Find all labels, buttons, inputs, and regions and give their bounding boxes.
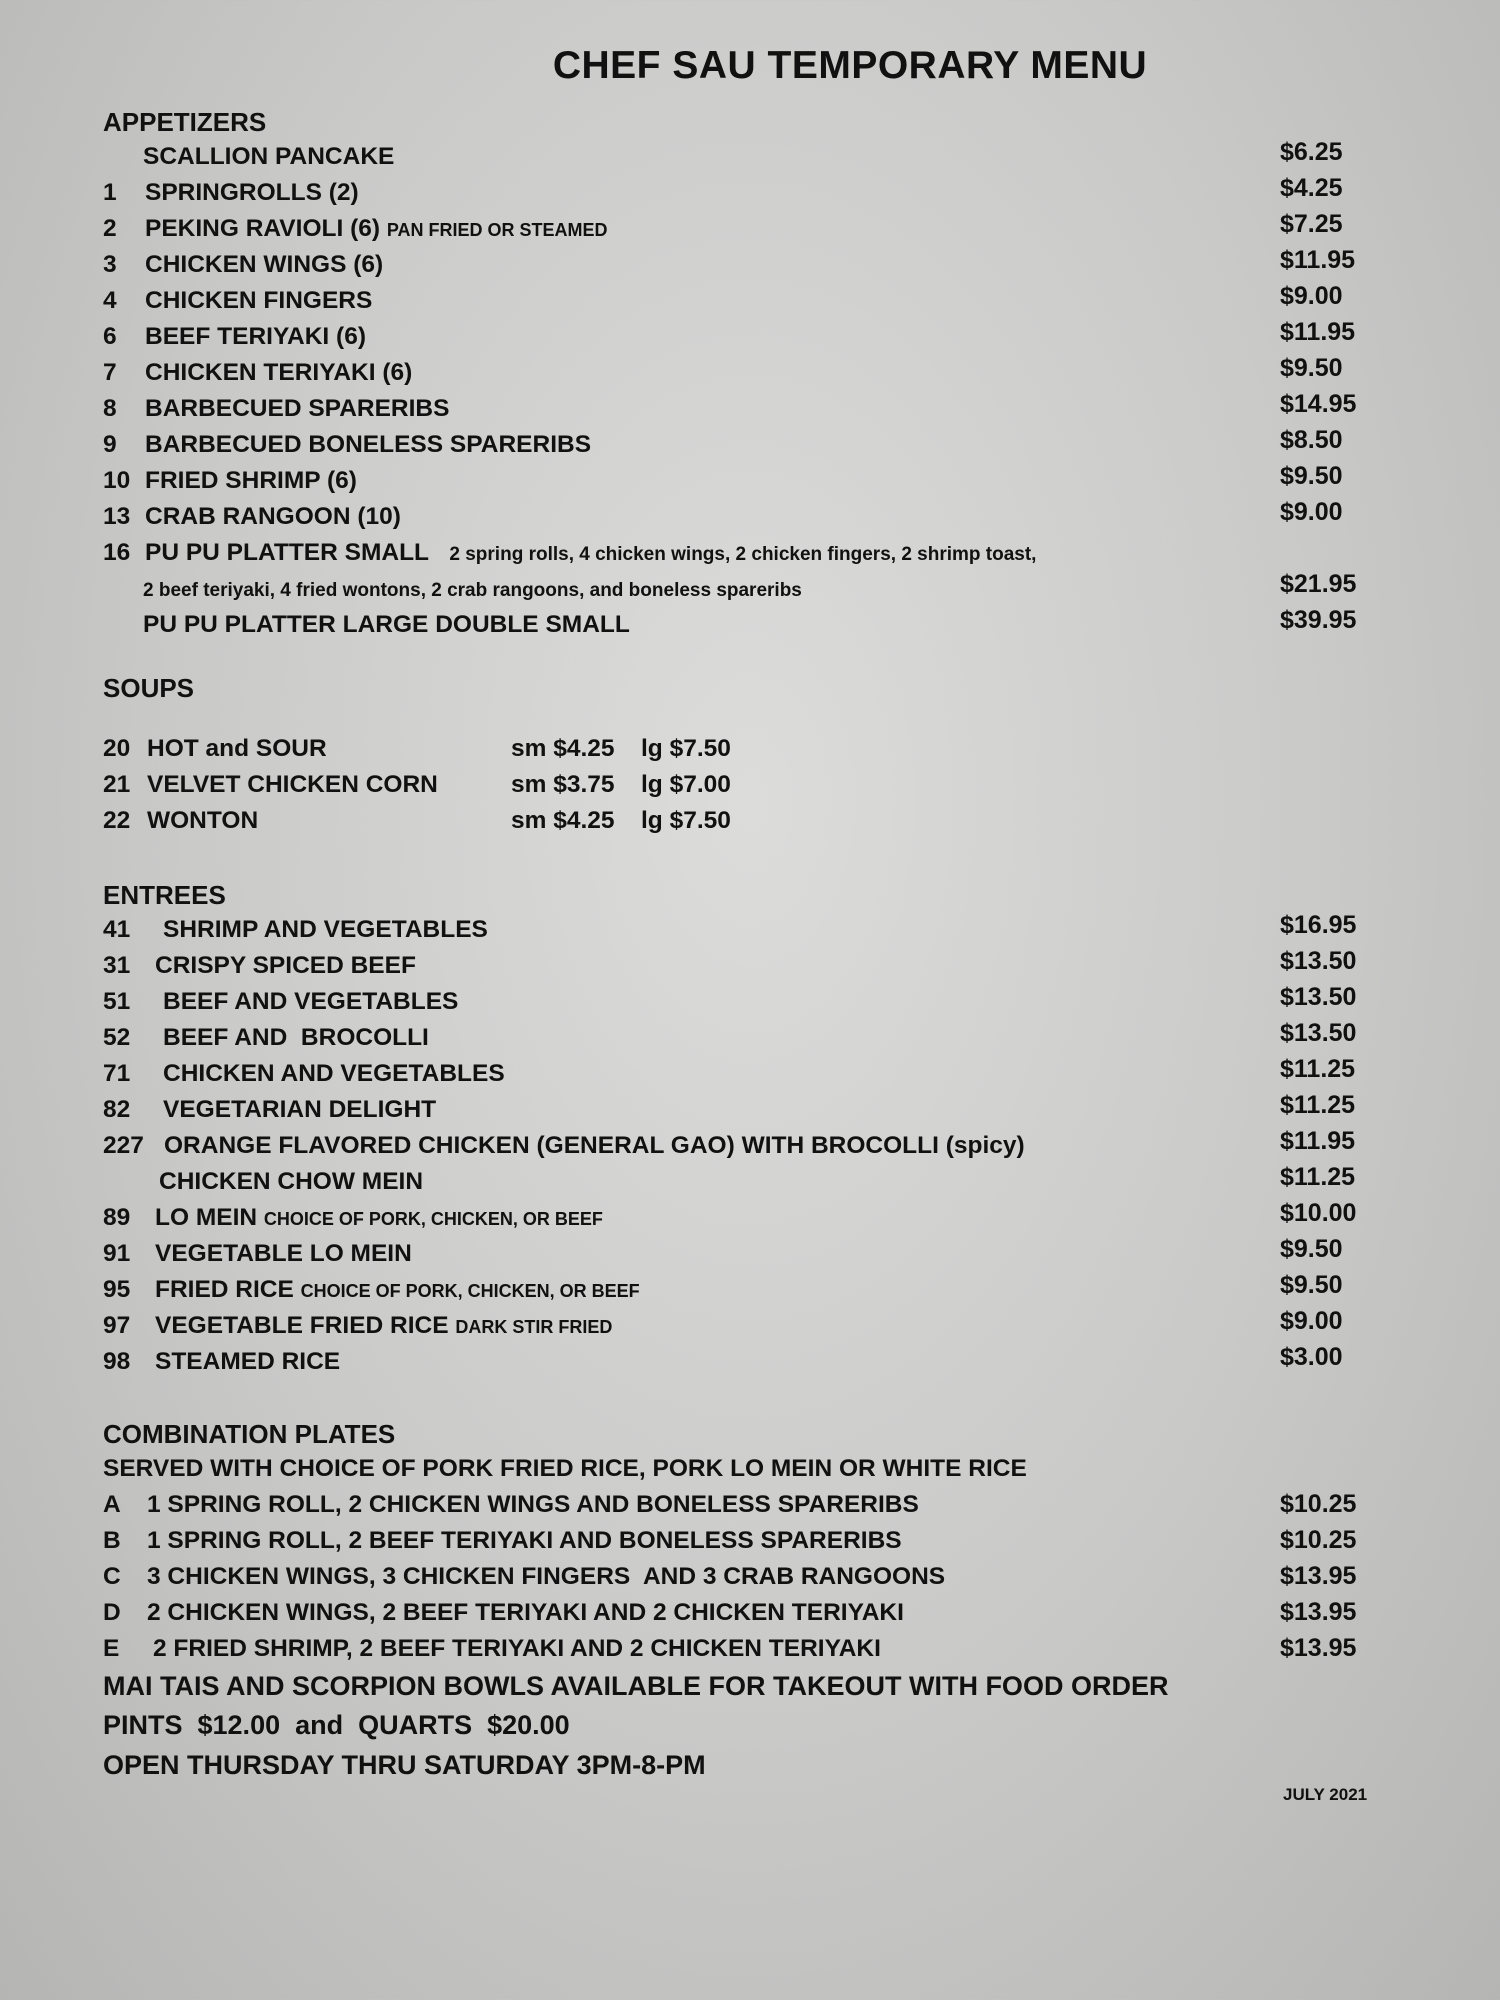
item-number: 89: [103, 1204, 131, 1231]
menu-item: [103, 1307, 1365, 1348]
item-number: 31: [103, 952, 131, 979]
combo-letter: B: [103, 1527, 121, 1554]
combos-heading: COMBINATION PLATES: [103, 1419, 396, 1449]
large-price: lg $7.50: [641, 807, 731, 834]
item-price: $9.00: [1280, 1307, 1343, 1335]
item-number: 20: [103, 735, 131, 762]
menu-item: [103, 210, 1365, 251]
combo-letter: E: [103, 1635, 120, 1662]
combo-description: 2 CHICKEN WINGS, 2 BEEF TERIYAKI AND 2 CHICKEN TERIYAKI: [147, 1599, 904, 1626]
combo-price: $10.25: [1280, 1490, 1357, 1518]
item-name: PU PU PLATTER SMALL: [145, 539, 429, 566]
item-number: 52: [103, 1024, 131, 1051]
small-price: sm $3.75: [511, 771, 615, 798]
combo-letter: C: [103, 1563, 121, 1590]
item-price: $9.00: [1280, 282, 1343, 310]
item-note: CHOICE OF PORK, CHICKEN, OR BEEF: [263, 1209, 603, 1229]
item-number: 2: [103, 215, 117, 242]
pupu-platter-small: [103, 539, 1365, 575]
combo-description: 2 FRIED SHRIMP, 2 BEEF TERIYAKI AND 2 CHICKEN TERIYAKI: [153, 1635, 881, 1662]
menu-item: [103, 1127, 1365, 1168]
item-name: CRAB RANGOON (10): [145, 503, 401, 530]
item-name: BEEF TERIYAKI (6): [145, 323, 366, 350]
item-number: 51: [103, 988, 131, 1015]
item-name: BARBECUED SPARERIBS: [145, 395, 450, 422]
item-name: STEAMED RICE: [155, 1348, 341, 1375]
combos-subheading: SERVED WITH CHOICE OF PORK FRIED RICE, PORK LO MEIN OR WHITE RICE: [103, 1455, 1027, 1482]
item-price: $10.00: [1280, 1199, 1357, 1227]
item-price: $11.95: [1280, 318, 1356, 346]
item-number: 1: [103, 179, 117, 206]
item-name: FRIED RICE: [155, 1276, 294, 1303]
item-price: $6.25: [1280, 138, 1343, 166]
menu-item: [103, 1019, 1365, 1060]
combo-item: [103, 1599, 1365, 1635]
item-price: $7.25: [1280, 210, 1343, 238]
item-name: CRISPY SPICED BEEF: [155, 952, 416, 979]
item-number: 7: [103, 359, 117, 386]
item-description: 2 spring rolls, 4 chicken wings, 2 chicken fingers, 2 shrimp toast,: [449, 544, 1037, 565]
item-name: VEGETARIAN DELIGHT: [163, 1096, 437, 1123]
item-price: $11.25: [1280, 1091, 1356, 1119]
item-number: 97: [103, 1312, 131, 1339]
item-name: FRIED SHRIMP (6): [145, 467, 357, 494]
item-price: $9.50: [1280, 462, 1343, 490]
menu-item: [103, 174, 1365, 215]
menu-date: JULY 2021: [1283, 1785, 1368, 1804]
pupu-platter-small-cont: [103, 570, 1365, 611]
item-price: $13.50: [1280, 983, 1357, 1011]
item-price: $16.95: [1280, 911, 1357, 939]
small-price: sm $4.25: [511, 735, 615, 762]
menu-item: [103, 1235, 1365, 1276]
item-price: $39.95: [1280, 606, 1357, 634]
item-number: 4: [103, 287, 117, 314]
item-price: $21.95: [1280, 570, 1357, 598]
soups-heading: SOUPS: [103, 673, 195, 703]
item-number: 6: [103, 323, 117, 350]
menu-item: [103, 498, 1365, 539]
menu-item: [103, 983, 1365, 1024]
menu-item: [103, 1091, 1365, 1132]
item-price: $11.95: [1280, 1127, 1356, 1155]
item-name: BARBECUED BONELESS SPARERIBS: [145, 431, 592, 458]
menu-item: [103, 354, 1365, 395]
combo-letter: A: [103, 1491, 121, 1518]
combo-letter: D: [103, 1599, 121, 1626]
item-name: VEGETABLE FRIED RICE: [155, 1312, 449, 1339]
item-name: PU PU PLATTER LARGE DOUBLE SMALL: [143, 611, 630, 638]
drinks-prices: PINTS $12.00 and QUARTS $20.00: [103, 1710, 570, 1740]
menu-item: [103, 390, 1365, 431]
item-number: 41: [103, 916, 131, 943]
menu-item: [103, 911, 1365, 952]
item-price: $9.50: [1280, 1271, 1343, 1299]
menu-item: [103, 138, 1365, 179]
item-price: $8.50: [1280, 426, 1343, 454]
item-name: PEKING RAVIOLI (6): [145, 215, 381, 242]
item-name: CHICKEN AND VEGETABLES: [163, 1060, 505, 1087]
item-number: 13: [103, 503, 131, 530]
menu-item: [103, 1343, 1365, 1384]
combo-price: $10.25: [1280, 1526, 1357, 1554]
combo-price: $13.95: [1280, 1562, 1357, 1590]
item-note: PAN FRIED OR STEAMED: [386, 220, 608, 240]
menu-item: [103, 462, 1365, 503]
item-price: $4.25: [1280, 174, 1343, 202]
item-number: 9: [103, 431, 117, 458]
combo-item: [103, 1527, 1365, 1563]
combo-description: 1 SPRING ROLL, 2 CHICKEN WINGS AND BONELESS SPARERIBS: [147, 1491, 919, 1518]
item-name: VEGETABLE LO MEIN: [155, 1240, 412, 1267]
large-price: lg $7.50: [641, 735, 731, 762]
item-name: CHICKEN WINGS (6): [145, 251, 384, 278]
small-price: sm $4.25: [511, 807, 615, 834]
item-name: CHICKEN TERIYAKI (6): [145, 359, 413, 386]
soup-item: [103, 771, 903, 807]
item-name: HOT and SOUR: [147, 735, 327, 762]
appetizers-heading: APPETIZERS: [103, 107, 267, 137]
item-price: $3.00: [1280, 1343, 1343, 1371]
item-name: CHICKEN FINGERS: [145, 287, 373, 314]
item-number: 227: [103, 1132, 144, 1159]
item-number: 91: [103, 1240, 131, 1267]
item-name: SCALLION PANCAKE: [143, 143, 395, 170]
item-name: BEEF AND VEGETABLES: [163, 988, 459, 1015]
item-number: 98: [103, 1348, 131, 1375]
item-price: $11.95: [1280, 246, 1356, 274]
item-price: $11.25: [1280, 1163, 1356, 1191]
item-note: DARK STIR FRIED: [455, 1317, 613, 1337]
item-number: 82: [103, 1096, 131, 1123]
item-name: WONTON: [147, 807, 259, 834]
combo-item: [103, 1635, 1365, 1671]
item-number: 8: [103, 395, 117, 422]
menu-item: [103, 318, 1365, 359]
item-price: $13.50: [1280, 1019, 1357, 1047]
menu-item: [103, 282, 1365, 323]
menu-item: [103, 1163, 1365, 1204]
combo-item: [103, 1491, 1365, 1527]
item-name: SHRIMP AND VEGETABLES: [163, 916, 488, 943]
menu-item: [103, 1271, 1365, 1312]
item-number: 16: [103, 539, 131, 566]
item-number: 95: [103, 1276, 131, 1303]
combo-description: 1 SPRING ROLL, 2 BEEF TERIYAKI AND BONELESS SPARERIBS: [147, 1527, 902, 1554]
item-price: $9.50: [1280, 354, 1343, 382]
opening-hours: OPEN THURSDAY THRU SATURDAY 3PM-8-PM: [103, 1750, 706, 1780]
item-price: $14.95: [1280, 390, 1357, 418]
menu-title: CHEF SAU TEMPORARY MENU: [552, 44, 1148, 87]
item-description: 2 beef teriyaki, 4 fried wontons, 2 crab rangoons, and boneless spareribs: [143, 580, 802, 601]
item-name: VELVET CHICKEN CORN: [147, 771, 438, 798]
pupu-platter-large: [103, 606, 1365, 647]
item-price: $9.50: [1280, 1235, 1343, 1263]
item-price: $13.50: [1280, 947, 1357, 975]
item-number: 3: [103, 251, 117, 278]
combo-item: [103, 1563, 1365, 1599]
combo-price: $13.95: [1280, 1634, 1357, 1662]
drinks-notice: MAI TAIS AND SCORPION BOWLS AVAILABLE FOR TAKEOUT WITH FOOD ORDER: [103, 1671, 1169, 1701]
menu-item: [103, 947, 1365, 988]
item-name: SPRINGROLLS (2): [145, 179, 359, 206]
combo-price: $13.95: [1280, 1598, 1357, 1626]
item-note: CHOICE OF PORK, CHICKEN, OR BEEF: [300, 1281, 640, 1301]
item-name: CHICKEN CHOW MEIN: [159, 1168, 424, 1195]
item-price: $9.00: [1280, 498, 1343, 526]
combo-description: 3 CHICKEN WINGS, 3 CHICKEN FINGERS AND 3 CRAB RANGOONS: [147, 1563, 946, 1590]
item-name: ORANGE FLAVORED CHICKEN (GENERAL GAO) WITH BROCOLLI (spicy): [164, 1132, 1025, 1159]
item-number: 10: [103, 467, 131, 494]
item-name: LO MEIN: [155, 1204, 258, 1231]
item-price: $11.25: [1280, 1055, 1356, 1083]
item-number: 22: [103, 807, 131, 834]
item-number: 21: [103, 771, 131, 798]
menu-item: [103, 246, 1365, 287]
entrees-heading: ENTREES: [103, 880, 226, 910]
item-name: BEEF AND BROCOLLI: [163, 1024, 429, 1051]
soup-item: [103, 807, 903, 843]
soup-item: [103, 735, 903, 771]
menu-item: [103, 1199, 1365, 1240]
menu-item: [103, 1055, 1365, 1096]
large-price: lg $7.00: [641, 771, 731, 798]
menu-item: [103, 426, 1365, 467]
item-number: 71: [103, 1060, 131, 1087]
